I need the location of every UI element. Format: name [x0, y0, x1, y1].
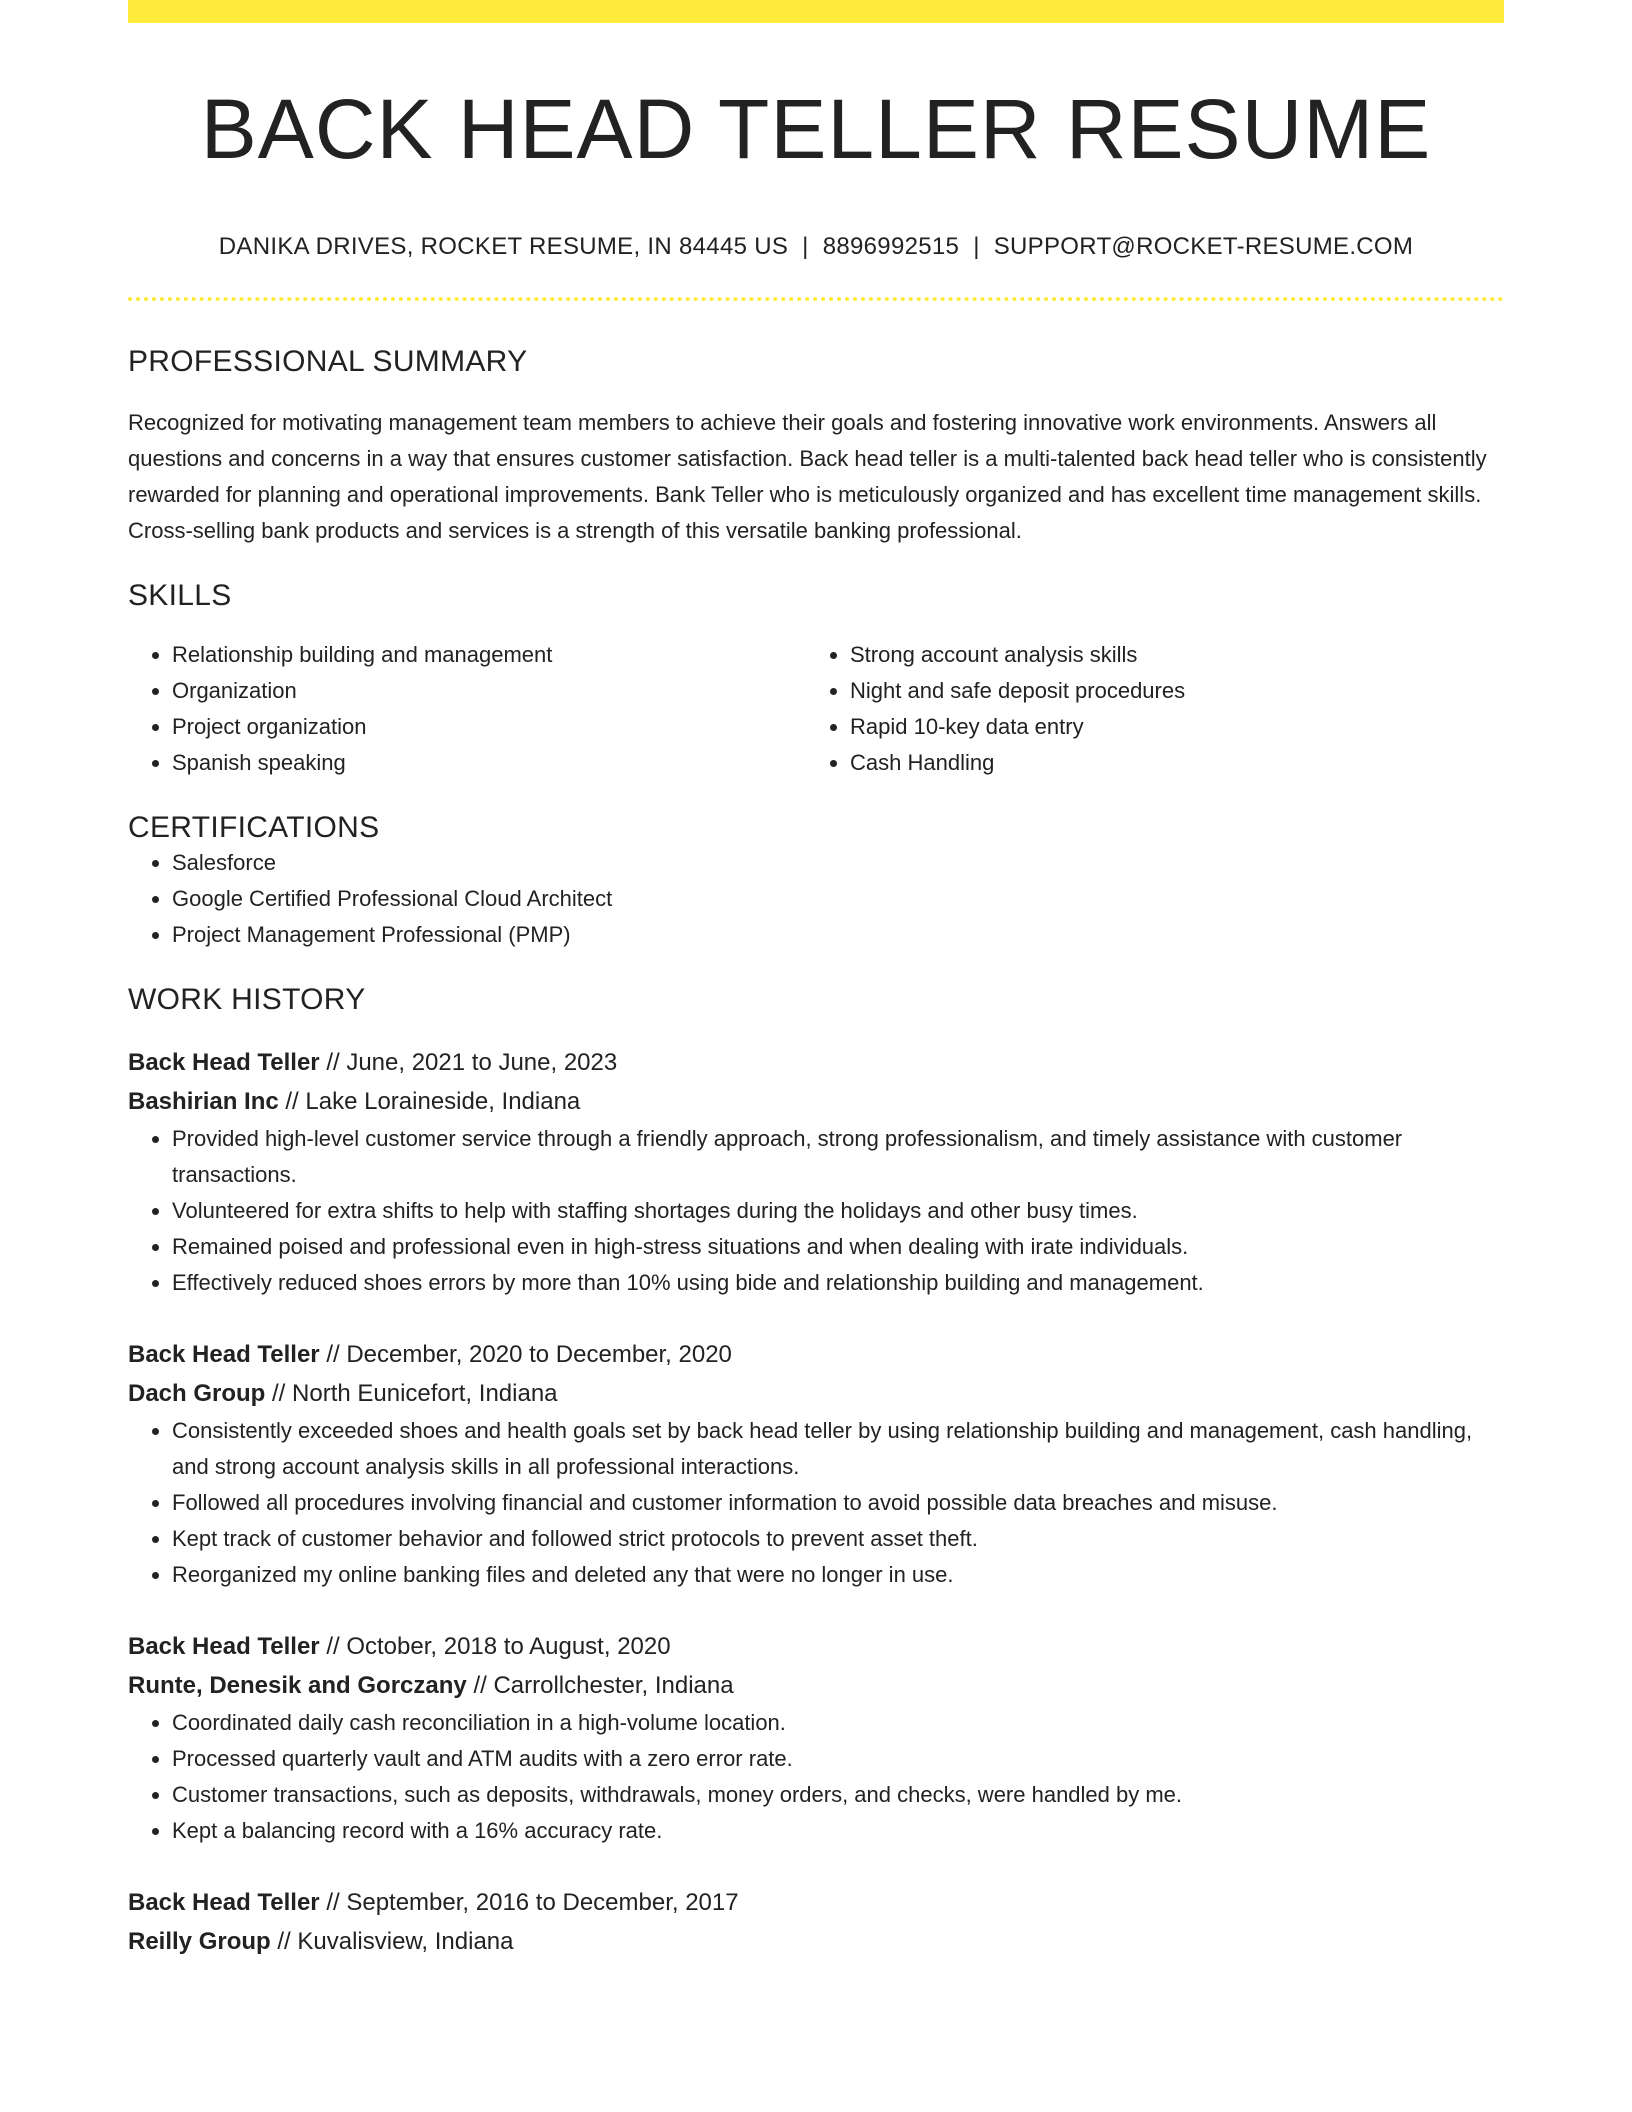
job-title: Back Head Teller — [128, 1341, 320, 1369]
job-bullet: • Consistently exceeded shoes and health goals set by back head teller by using relationship building and management, cash handling, and strong account analysis skills in all professional interactions. — [172, 1413, 1504, 1485]
job-title-line — [128, 1883, 1504, 1922]
certification-item: • Salesforce — [172, 845, 1504, 881]
job-title-line — [128, 1335, 1504, 1374]
job-title: Back Head Teller — [128, 1633, 320, 1661]
skills-list-right — [806, 637, 1484, 781]
skill-item: • Organization — [172, 673, 806, 709]
job-company-line — [128, 1922, 1504, 1961]
job-bullet: • Kept track of customer behavior and followed strict protocols to prevent asset theft. — [172, 1521, 1504, 1557]
job-entry — [128, 1627, 1504, 1849]
job-bullet: • Processed quarterly vault and ATM audits with a zero error rate. — [172, 1741, 1504, 1777]
skill-item: • Cash Handling — [850, 745, 1484, 781]
job-entry — [128, 1335, 1504, 1593]
job-dates: // June, 2021 to June, 2023 — [326, 1049, 618, 1077]
job-bullet-list — [128, 1121, 1504, 1301]
job-location: // Lake Loraineside, Indiana — [285, 1088, 581, 1116]
contact-email: SUPPORT@ROCKET-RESUME.COM — [993, 233, 1414, 261]
skill-item: • Spanish speaking — [172, 745, 806, 781]
contact-separator: | — [802, 233, 809, 261]
skills-list-left — [128, 637, 806, 781]
job-dates: // October, 2018 to August, 2020 — [326, 1633, 671, 1661]
job-bullet-list — [128, 1413, 1504, 1593]
skills-heading: SKILLS — [128, 579, 232, 613]
certification-item: • Google Certified Professional Cloud Architect — [172, 881, 1504, 917]
job-location: // North Eunicefort, Indiana — [272, 1380, 558, 1408]
job-location: // Carrollchester, Indiana — [473, 1672, 734, 1700]
certifications-heading: CERTIFICATIONS — [128, 811, 380, 845]
skill-item: • Strong account analysis skills — [850, 637, 1484, 673]
job-location: // Kuvalisview, Indiana — [277, 1928, 514, 1956]
job-bullet: • Effectively reduced shoes errors by more than 10% using bide and relationship building and management. — [172, 1265, 1504, 1301]
job-bullet: • Coordinated daily cash reconciliation in a high-volume location. — [172, 1705, 1504, 1741]
job-company-line — [128, 1374, 1504, 1413]
skill-item: • Night and safe deposit procedures — [850, 673, 1484, 709]
job-company: Bashirian Inc — [128, 1088, 279, 1116]
dotted-divider — [128, 297, 1504, 301]
job-bullet: • Volunteered for extra shifts to help with staffing shortages during the holidays and other busy times. — [172, 1193, 1504, 1229]
job-bullet: • Remained poised and professional even in high-stress situations and when dealing with irate individuals. — [172, 1229, 1504, 1265]
job-bullet: • Followed all procedures involving financial and customer information to avoid possible data breaches and misuse. — [172, 1485, 1504, 1521]
work-history-heading: WORK HISTORY — [128, 983, 366, 1017]
job-bullet: • Reorganized my online banking files and deleted any that were no longer in use. — [172, 1557, 1504, 1593]
skill-item: • Rapid 10-key data entry — [850, 709, 1484, 745]
job-dates: // September, 2016 to December, 2017 — [326, 1889, 739, 1917]
certifications-list — [128, 845, 1504, 953]
contact-line — [128, 233, 1504, 261]
job-title-line — [128, 1043, 1504, 1082]
job-title: Back Head Teller — [128, 1049, 320, 1077]
job-bullet: • Provided high-level customer service through a friendly approach, strong professionalism, and timely assistance with customer transactions. — [172, 1121, 1504, 1193]
certification-item: • Project Management Professional (PMP) — [172, 917, 1504, 953]
accent-top-bar — [128, 0, 1504, 23]
contact-address: DANIKA DRIVES, ROCKET RESUME, IN 84445 US — [218, 233, 789, 261]
job-bullet-list — [128, 1705, 1504, 1849]
page-title: BACK HEAD TELLER RESUME — [200, 82, 1432, 176]
summary-text: Recognized for motivating management team members to achieve their goals and fostering innovative work environments. Answers all questions and concerns in a way that ensures customer satisfaction. Back head teller is a multi-talented back head teller who is consistently rewarded for planning and operational improvements. Bank Teller who is meticulously organized and has excellent time management skills. Cross-selling bank products and services is a strength of this versatile banking professional. — [128, 410, 1487, 544]
job-company: Runte, Denesik and Gorczany — [128, 1672, 467, 1700]
skill-item: • Project organization — [172, 709, 806, 745]
contact-phone: 8896992515 — [822, 233, 960, 261]
job-entry — [128, 1883, 1504, 1961]
job-title-line — [128, 1627, 1504, 1666]
job-company: Dach Group — [128, 1380, 266, 1408]
resume-page — [128, 0, 1504, 1961]
skills-grid — [128, 637, 1504, 781]
contact-separator: | — [973, 233, 980, 261]
job-bullet: • Kept a balancing record with a 16% accuracy rate. — [172, 1813, 1504, 1849]
job-dates: // December, 2020 to December, 2020 — [326, 1341, 732, 1369]
summary-heading: PROFESSIONAL SUMMARY — [128, 345, 528, 379]
job-entry — [128, 1043, 1504, 1301]
job-bullet: • Customer transactions, such as deposits, withdrawals, money orders, and checks, were handled by me. — [172, 1777, 1504, 1813]
job-company-line — [128, 1082, 1504, 1121]
job-title: Back Head Teller — [128, 1889, 320, 1917]
job-company-line — [128, 1666, 1504, 1705]
skill-item: • Relationship building and management — [172, 637, 806, 673]
job-company: Reilly Group — [128, 1928, 271, 1956]
